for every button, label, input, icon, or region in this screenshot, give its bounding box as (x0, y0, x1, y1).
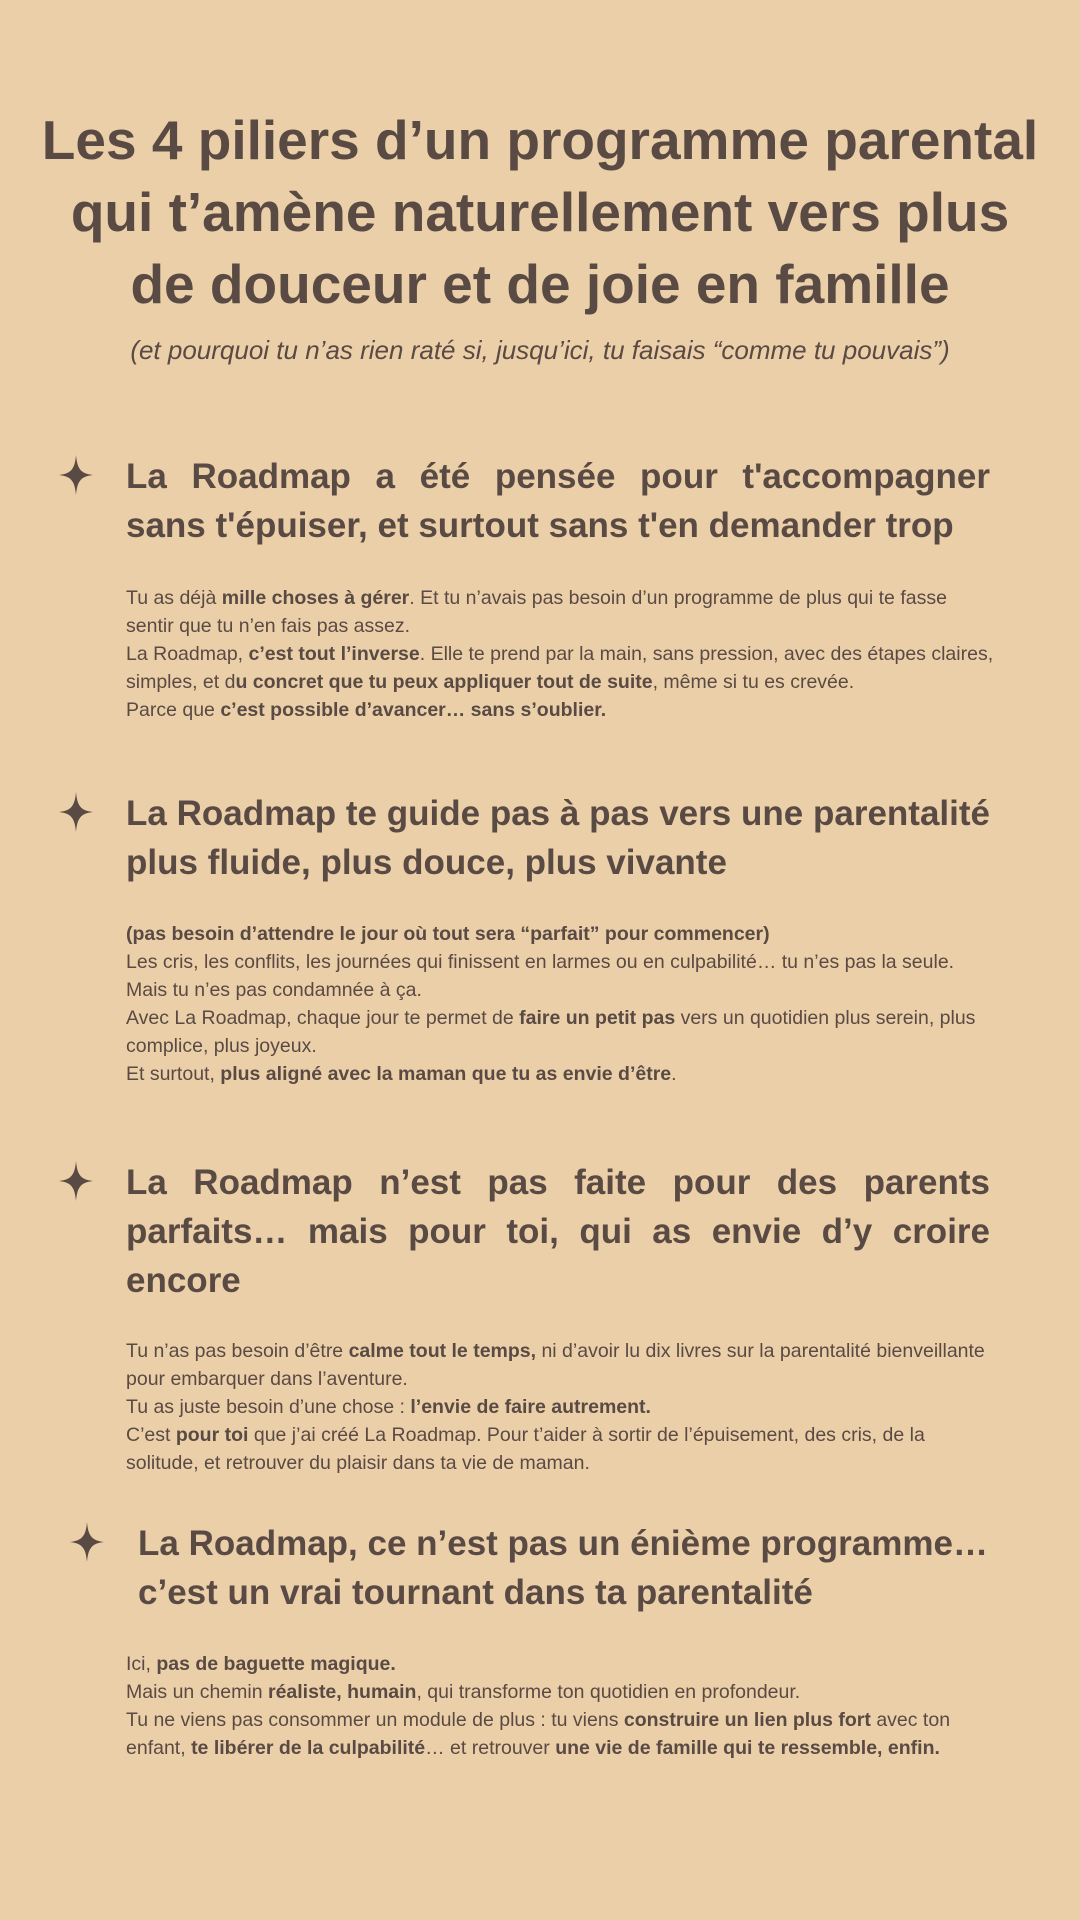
pillar-body-4 (126, 1650, 996, 1762)
body-text: vers un quotidien plus serein, plus complice, plus joyeux. (126, 1007, 976, 1057)
body-text: Tu n’as pas besoin d’être (126, 1340, 349, 1362)
body-text: , qui transforme ton quotidien en profondeur. (416, 1681, 801, 1703)
body-text: La Roadmap, (126, 643, 249, 665)
pillar-body-3 (126, 1337, 996, 1477)
bold-text: réaliste, humain (267, 1681, 417, 1703)
body-text: , même si tu es crevée. (652, 671, 855, 693)
four-point-star-icon (59, 455, 93, 495)
body-paragraph (126, 1421, 996, 1477)
body-paragraph (126, 1337, 996, 1393)
body-paragraph (126, 920, 996, 948)
body-text: … et retrouver (425, 1737, 556, 1759)
body-text: Avec La Roadmap, chaque jour te permet de (126, 1007, 520, 1029)
pillar-title-2: La Roadmap te guide pas à pas vers une parentalité plus fluide, plus douce, plus vivante (126, 794, 990, 882)
body-text: Et surtout, (126, 1063, 221, 1085)
bold-text: mille choses à gérer (221, 587, 410, 609)
body-paragraph (126, 1678, 996, 1706)
body-text: . (671, 1063, 677, 1085)
bold-text: (pas besoin d’attendre le jour où tout sera “parfait” pour commencer) (126, 923, 770, 945)
bold-text: te libérer de la culpabilité (191, 1737, 426, 1759)
bold-text: faire un petit pas (519, 1007, 676, 1029)
body-text: ni d’avoir lu dix livres sur la parentalité bienveillante pour embarquer dans l’aventure. (126, 1340, 985, 1390)
bold-text: c’est possible d’avancer… sans s’oublier. (220, 699, 607, 721)
body-text: Tu as juste besoin d’une chose : (126, 1396, 411, 1418)
bold-text: plus aligné avec la maman que tu as envie d’être (220, 1063, 672, 1085)
bold-text: u concret que tu peux appliquer tout de suite (235, 671, 653, 693)
bold-text: calme tout le temps, (348, 1340, 537, 1362)
body-paragraph (126, 1393, 996, 1421)
body-paragraph (126, 1650, 996, 1678)
pillar-body-1 (126, 584, 996, 724)
pillar-title-1: La Roadmap a été pensée pour t'accompagner sans t'épuiser, et surtout sans t'en demander trop (126, 457, 990, 545)
body-paragraph (126, 1706, 996, 1762)
body-paragraph (126, 584, 996, 640)
body-text: avec ton enfant, (126, 1709, 951, 1759)
body-text: Mais un chemin (126, 1681, 268, 1703)
pillar-title-4: La Roadmap, ce n’est pas un énième programme… c’est un vrai tournant dans ta parentalité (138, 1524, 988, 1612)
body-text: C’est (126, 1424, 176, 1446)
body-text: Ici, (126, 1653, 157, 1675)
bold-text: pour toi (175, 1424, 249, 1446)
body-text: Tu ne viens pas consommer un module de plus : tu viens (126, 1709, 624, 1731)
body-text: . Elle te prend par la main, sans pression, avec des étapes claires, simples, et d (126, 643, 994, 693)
body-text: Parce que (126, 699, 221, 721)
four-point-star-icon (70, 1522, 104, 1562)
body-paragraph (126, 640, 996, 696)
bold-text: construire un lien plus fort (623, 1709, 871, 1731)
bold-text: l’envie de faire autrement. (410, 1396, 651, 1418)
page-title: Les 4 piliers d’un programme parental qui t’amène naturellement vers plus de douceur et de joie en famille (41, 109, 1039, 315)
body-text: Les cris, les conflits, les journées qui finissent en larmes ou en culpabilité… tu n’es pas la seule. Mais tu n’es pas condamnée à ça. (126, 951, 955, 1001)
body-text: . Et tu n’avais pas besoin d’un programme de plus qui te fasse sentir que tu n’en fais pas assez. (126, 587, 947, 637)
bold-text: une vie de famille qui te ressemble, enfin. (555, 1737, 940, 1759)
body-paragraph (126, 948, 996, 1004)
four-point-star-icon (59, 792, 93, 832)
pillar-body-2 (126, 920, 996, 1088)
body-text: que j’ai créé La Roadmap. Pour t’aider à sortir de l’épuisement, des cris, de la solitude, et retrouver du plaisir dans ta vie de maman. (126, 1424, 925, 1474)
body-paragraph (126, 1004, 996, 1060)
body-text: Tu as déjà (126, 587, 222, 609)
four-point-star-icon (59, 1161, 93, 1201)
body-paragraph (126, 696, 996, 724)
pillar-title-3: La Roadmap n’est pas faite pour des parents parfaits… mais pour toi, qui as envie d’y croire encore (126, 1163, 990, 1300)
body-paragraph (126, 1060, 996, 1088)
bold-text: pas de baguette magique. (156, 1653, 396, 1675)
page-subtitle: (et pourquoi tu n’as rien raté si, jusqu’ici, tu faisais “comme tu pouvais”) (130, 335, 950, 365)
bold-text: c’est tout l’inverse (248, 643, 420, 665)
